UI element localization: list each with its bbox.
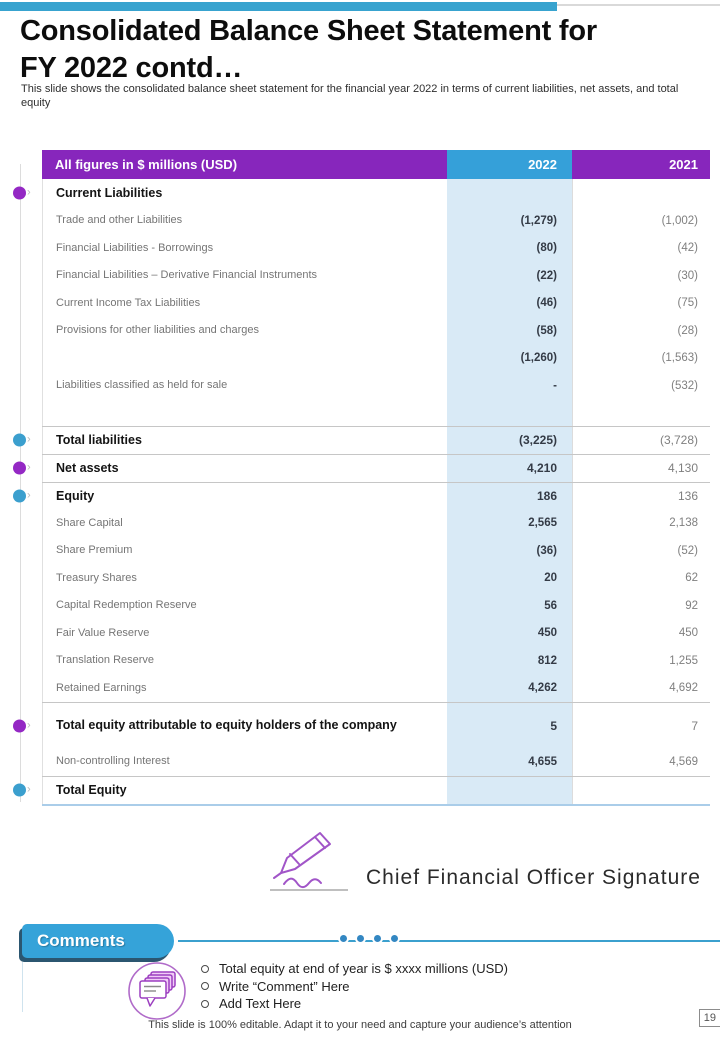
row-value-2022: (58) xyxy=(447,317,572,345)
page-number: 19 xyxy=(699,1009,720,1027)
row-value-2022: (3,225) xyxy=(447,427,572,454)
row-label: Equity xyxy=(42,483,447,510)
row-value-2021: 450 xyxy=(572,620,710,648)
row-label: Retained Earnings xyxy=(42,675,447,703)
row-bullet-icon: › xyxy=(13,719,31,732)
table-header-label: All figures in $ millions (USD) xyxy=(42,150,447,179)
row-value-2021: (1,563) xyxy=(572,345,710,373)
row-value-2022: - xyxy=(447,372,572,400)
row-label xyxy=(42,345,447,373)
page-title xyxy=(20,13,712,87)
row-value-2021: (1,002) xyxy=(572,207,710,235)
row-label: Current Income Tax Liabilities xyxy=(42,290,447,318)
table-row xyxy=(42,207,710,235)
row-value-2021: 62 xyxy=(572,565,710,593)
table-row xyxy=(27,426,710,454)
pen-icon xyxy=(268,824,352,894)
row-value-2021: 136 xyxy=(572,483,710,510)
row-value-2021: (52) xyxy=(572,537,710,565)
row-value-2022: 812 xyxy=(447,647,572,675)
row-bullet-icon: › xyxy=(13,187,31,200)
row-value-2022 xyxy=(447,179,572,207)
left-accent-line xyxy=(22,962,23,1012)
row-value-2022: (36) xyxy=(447,537,572,565)
table-row xyxy=(42,565,710,593)
row-value-2021: (532) xyxy=(572,372,710,400)
row-value-2022: (46) xyxy=(447,290,572,318)
row-value-2022: 20 xyxy=(447,565,572,593)
top-accent-line xyxy=(557,4,720,6)
table-row xyxy=(42,235,710,263)
comment-item: Add Text Here xyxy=(201,995,671,1013)
row-label: Financial Liabilities – Derivative Financial Instruments xyxy=(42,262,447,290)
page-subtitle: This slide shows the consolidated balance sheet statement for the financial year 2022 in terms of current liabilities, net assets, and total equity xyxy=(21,83,679,109)
row-value-2021 xyxy=(572,777,710,804)
row-bullet-icon: › xyxy=(13,462,31,475)
row-value-2022: 2,565 xyxy=(447,510,572,538)
table-row xyxy=(42,748,710,776)
row-bullet-icon: › xyxy=(13,434,31,447)
top-accent-bar xyxy=(0,2,557,11)
row-value-2021 xyxy=(572,400,710,426)
row-value-2022: 4,210 xyxy=(447,455,572,482)
row-label: Total liabilities xyxy=(42,427,447,454)
comments-divider-line xyxy=(178,940,720,942)
row-label: Liabilities classified as held for sale xyxy=(42,372,447,400)
row-label: Total Equity xyxy=(42,777,447,804)
signature-block xyxy=(268,824,701,894)
row-value-2022 xyxy=(447,400,572,426)
row-value-2021: (42) xyxy=(572,235,710,263)
row-value-2022: (80) xyxy=(447,235,572,263)
table-header-2021: 2021 xyxy=(572,150,710,179)
row-value-2022: 5 xyxy=(447,703,572,748)
table-row xyxy=(27,702,710,748)
table-row xyxy=(42,620,710,648)
row-value-2022: (1,260) xyxy=(447,345,572,373)
comment-item: Total equity at end of year is $ xxxx millions (USD) xyxy=(201,960,671,978)
row-value-2022: 4,262 xyxy=(447,675,572,703)
table-row xyxy=(42,290,710,318)
table-row xyxy=(42,592,710,620)
table-header-row xyxy=(42,150,710,179)
row-label: Share Premium xyxy=(42,537,447,565)
row-label: Capital Redemption Reserve xyxy=(42,592,447,620)
row-label: Treasury Shares xyxy=(42,565,447,593)
table-row xyxy=(27,482,710,510)
table-row xyxy=(42,537,710,565)
table-row xyxy=(42,400,710,426)
row-label: Trade and other Liabilities xyxy=(42,207,447,235)
page-title-line2: FY 2022 contd… xyxy=(20,52,243,84)
row-label: Provisions for other liabilities and charges xyxy=(42,317,447,345)
footer-note: This slide is 100% editable. Adapt it to your need and capture your audience’s attention xyxy=(148,1019,572,1031)
comment-item: Write “Comment” Here xyxy=(201,978,671,996)
row-value-2022: 186 xyxy=(447,483,572,510)
comments-title: Comments xyxy=(37,931,125,950)
row-value-2022 xyxy=(447,777,572,804)
row-label: Total equity attributable to equity holders of the company xyxy=(42,703,447,748)
row-value-2021: 92 xyxy=(572,592,710,620)
row-value-2022: (1,279) xyxy=(447,207,572,235)
table-row xyxy=(42,372,710,400)
timeline-line xyxy=(20,164,21,802)
row-value-2021: 4,130 xyxy=(572,455,710,482)
table-row xyxy=(27,776,710,804)
table-body xyxy=(27,179,710,806)
row-label: Translation Reserve xyxy=(42,647,447,675)
row-label: Fair Value Reserve xyxy=(42,620,447,648)
speech-bubbles-icon xyxy=(126,960,188,1027)
table-row xyxy=(42,675,710,703)
balance-sheet-table xyxy=(27,150,710,806)
table-row xyxy=(42,510,710,538)
row-value-2022: 4,655 xyxy=(447,748,572,776)
row-value-2021: 2,138 xyxy=(572,510,710,538)
page-title-line1: Consolidated Balance Sheet Statement for xyxy=(20,15,597,47)
row-value-2021: (30) xyxy=(572,262,710,290)
row-value-2021 xyxy=(572,179,710,207)
table-row xyxy=(42,647,710,675)
row-value-2021: 1,255 xyxy=(572,647,710,675)
table-row xyxy=(42,317,710,345)
row-label: Net assets xyxy=(42,455,447,482)
row-bullet-icon: › xyxy=(13,490,31,503)
row-label: Non-controlling Interest xyxy=(42,748,447,776)
row-value-2021: (28) xyxy=(572,317,710,345)
row-value-2022: (22) xyxy=(447,262,572,290)
row-bullet-icon: › xyxy=(13,784,31,797)
table-header-2022: 2022 xyxy=(447,150,572,179)
row-value-2021: 7 xyxy=(572,703,710,748)
divider-dots-icon xyxy=(338,933,400,944)
signature-label: Chief Financial Officer Signature xyxy=(366,866,701,889)
row-value-2022: 450 xyxy=(447,620,572,648)
row-label xyxy=(42,400,447,426)
table-row xyxy=(42,345,710,373)
row-value-2021: 4,692 xyxy=(572,675,710,703)
row-label: Financial Liabilities - Borrowings xyxy=(42,235,447,263)
comments-list xyxy=(201,960,671,1013)
row-value-2021: (75) xyxy=(572,290,710,318)
row-value-2022: 56 xyxy=(447,592,572,620)
table-row xyxy=(42,262,710,290)
row-label: Current Liabilities xyxy=(42,179,447,207)
table-row xyxy=(27,454,710,482)
row-value-2021: 4,569 xyxy=(572,748,710,776)
table-row xyxy=(27,179,710,207)
comments-badge xyxy=(22,924,174,958)
row-value-2021: (3,728) xyxy=(572,427,710,454)
row-label: Share Capital xyxy=(42,510,447,538)
